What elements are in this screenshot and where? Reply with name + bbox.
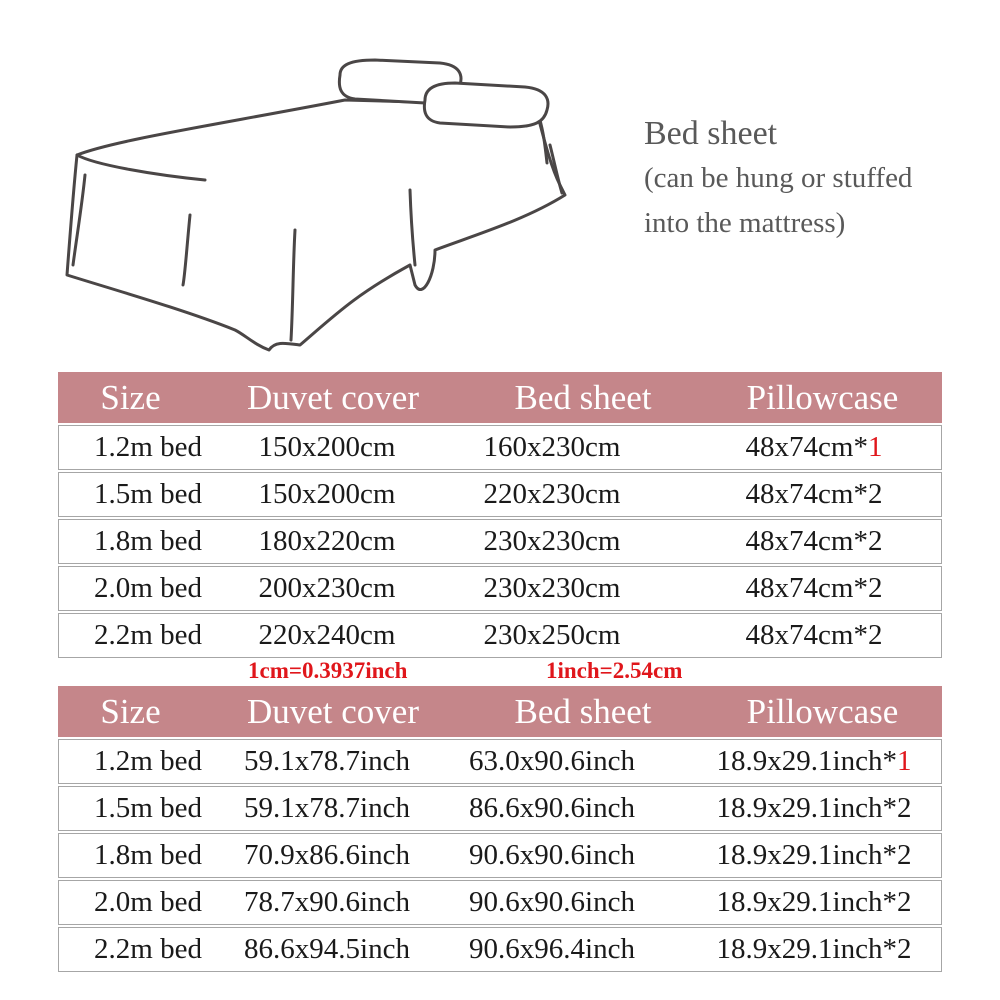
bed-with-sheet-icon bbox=[55, 45, 595, 365]
table-row bbox=[58, 786, 942, 831]
pillowcase-quantity: 2 bbox=[896, 886, 912, 918]
pillowcase-quantity: 2 bbox=[867, 525, 883, 557]
pillowcase-size: 18.9x29.1inch* bbox=[716, 886, 897, 918]
cell-pillowcase bbox=[687, 478, 941, 511]
cell-size: 2.2m bed bbox=[94, 933, 202, 965]
header-size: Size bbox=[100, 691, 161, 731]
caption-title: Bed sheet bbox=[644, 115, 778, 152]
table-row bbox=[58, 613, 942, 658]
cell-duvet-cover: 150x200cm bbox=[258, 431, 396, 463]
cell-bed-sheet: 230x230cm bbox=[483, 525, 621, 557]
pillowcase-size: 18.9x29.1inch* bbox=[716, 792, 897, 824]
pillowcase-size: 18.9x29.1inch* bbox=[716, 933, 897, 965]
cell-bed-sheet: 220x230cm bbox=[483, 478, 621, 510]
cell-size: 2.0m bed bbox=[94, 572, 202, 604]
caption-line-2: into the mattress) bbox=[644, 207, 846, 239]
cell-size: 1.8m bed bbox=[94, 839, 202, 871]
cell-bed-sheet: 160x230cm bbox=[483, 431, 621, 463]
cell-pillowcase bbox=[687, 792, 941, 825]
cell-duvet-cover: 78.7x90.6inch bbox=[244, 886, 410, 918]
conversion-inch-to-cm: 1inch=2.54cm bbox=[546, 658, 683, 683]
header-pillowcase: Pillowcase bbox=[746, 691, 899, 731]
table-row bbox=[58, 927, 942, 972]
pillowcase-quantity: 2 bbox=[867, 572, 883, 604]
cell-duvet-cover: 220x240cm bbox=[258, 619, 396, 651]
table-header bbox=[58, 372, 942, 423]
cell-pillowcase bbox=[687, 431, 941, 464]
pillowcase-quantity: 2 bbox=[867, 619, 883, 651]
cell-size: 2.2m bed bbox=[94, 619, 202, 651]
pillowcase-quantity: 2 bbox=[896, 792, 912, 824]
cell-bed-sheet: 63.0x90.6inch bbox=[469, 745, 635, 777]
cell-pillowcase bbox=[687, 572, 941, 605]
table-row bbox=[58, 519, 942, 564]
pillowcase-size: 48x74cm* bbox=[745, 431, 868, 463]
cell-bed-sheet: 230x250cm bbox=[483, 619, 621, 651]
cell-duvet-cover: 59.1x78.7inch bbox=[244, 745, 410, 777]
cell-duvet-cover: 86.6x94.5inch bbox=[244, 933, 410, 965]
cell-size: 1.2m bed bbox=[94, 431, 202, 463]
cell-pillowcase bbox=[687, 886, 941, 919]
cell-size: 1.5m bed bbox=[94, 478, 202, 510]
size-table-cm bbox=[58, 372, 942, 658]
cell-duvet-cover: 200x230cm bbox=[258, 572, 396, 604]
pillowcase-size: 18.9x29.1inch* bbox=[716, 839, 897, 871]
cell-pillowcase bbox=[687, 525, 941, 558]
header-duvet-cover: Duvet cover bbox=[246, 691, 419, 731]
table-row bbox=[58, 566, 942, 611]
table-row bbox=[58, 880, 942, 925]
cell-duvet-cover: 150x200cm bbox=[258, 478, 396, 510]
table-row bbox=[58, 472, 942, 517]
cell-duvet-cover: 59.1x78.7inch bbox=[244, 792, 410, 824]
table-header bbox=[58, 686, 942, 737]
conversion-cm-to-inch: 1cm=0.3937inch bbox=[248, 658, 408, 683]
cell-duvet-cover: 70.9x86.6inch bbox=[244, 839, 410, 871]
header-bed-sheet: Bed sheet bbox=[514, 691, 652, 731]
cell-size: 2.0m bed bbox=[94, 886, 202, 918]
table-row bbox=[58, 739, 942, 784]
table-row bbox=[58, 833, 942, 878]
cell-size: 1.5m bed bbox=[94, 792, 202, 824]
pillowcase-size: 48x74cm* bbox=[745, 619, 868, 651]
cell-bed-sheet: 230x230cm bbox=[483, 572, 621, 604]
pillowcase-size: 48x74cm* bbox=[745, 478, 868, 510]
cell-bed-sheet: 90.6x90.6inch bbox=[469, 886, 635, 918]
cell-size: 1.2m bed bbox=[94, 745, 202, 777]
cell-duvet-cover: 180x220cm bbox=[258, 525, 396, 557]
size-table-inch bbox=[58, 686, 942, 972]
cell-bed-sheet: 86.6x90.6inch bbox=[469, 792, 635, 824]
cell-size: 1.8m bed bbox=[94, 525, 202, 557]
pillowcase-size: 48x74cm* bbox=[745, 572, 868, 604]
cell-pillowcase bbox=[687, 933, 941, 966]
pillowcase-quantity: 1 bbox=[896, 745, 912, 777]
table-row bbox=[58, 425, 942, 470]
cell-pillowcase bbox=[687, 839, 941, 872]
pillowcase-quantity: 2 bbox=[867, 478, 883, 510]
header-bed-sheet: Bed sheet bbox=[514, 377, 652, 417]
cell-pillowcase bbox=[687, 619, 941, 652]
pillowcase-quantity: 2 bbox=[896, 933, 912, 965]
cell-pillowcase bbox=[687, 745, 941, 778]
header-size: Size bbox=[100, 377, 161, 417]
pillowcase-quantity: 2 bbox=[896, 839, 912, 871]
pillowcase-size: 18.9x29.1inch* bbox=[716, 745, 897, 777]
pillowcase-quantity: 1 bbox=[867, 431, 883, 463]
header-duvet-cover: Duvet cover bbox=[246, 377, 419, 417]
cell-bed-sheet: 90.6x90.6inch bbox=[469, 839, 635, 871]
pillowcase-size: 48x74cm* bbox=[745, 525, 868, 557]
header-pillowcase: Pillowcase bbox=[746, 377, 899, 417]
cell-bed-sheet: 90.6x96.4inch bbox=[469, 933, 635, 965]
caption bbox=[644, 112, 912, 246]
caption-line-1: (can be hung or stuffed bbox=[644, 162, 913, 194]
